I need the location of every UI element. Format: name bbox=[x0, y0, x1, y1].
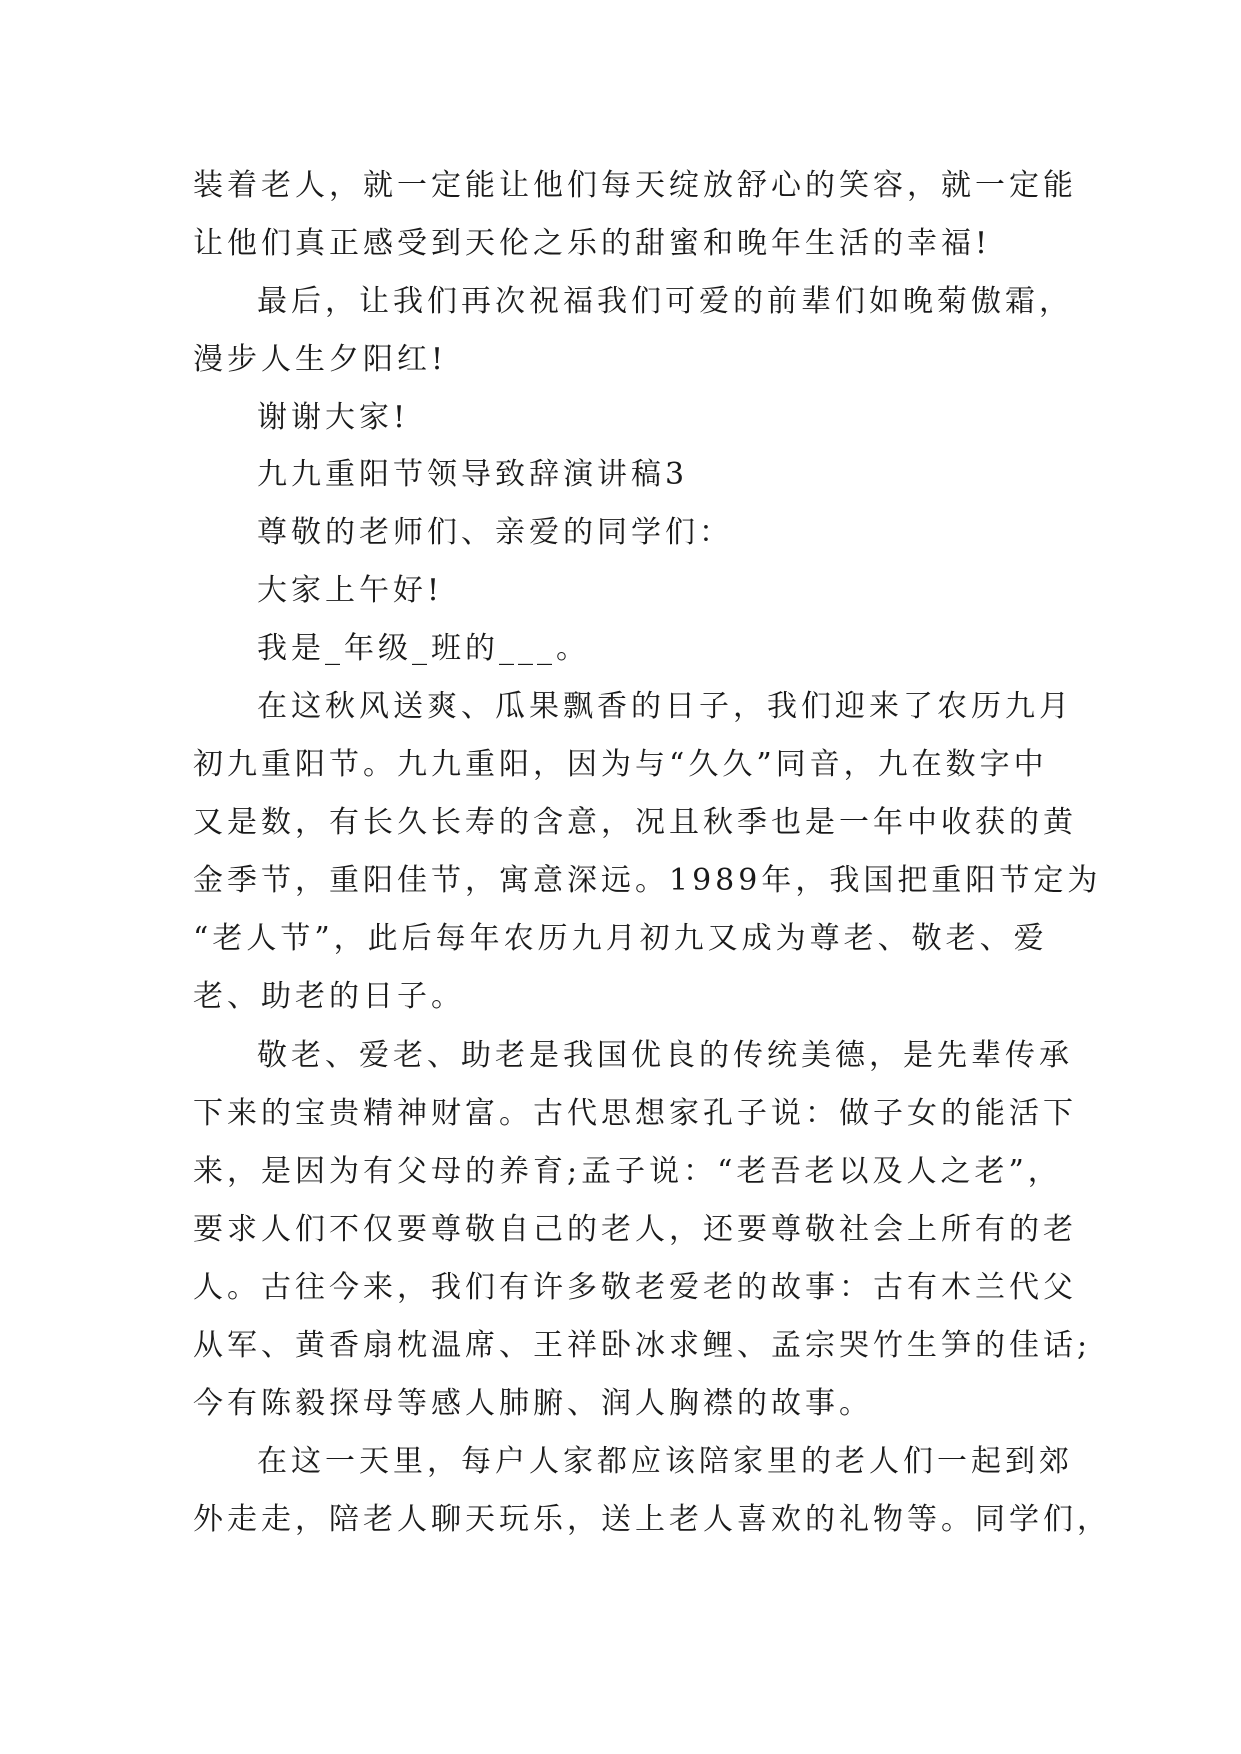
self-intro-line: 我是_年级_班的___。 bbox=[257, 631, 590, 666]
text-line: 漫步人生夕阳红! bbox=[193, 342, 448, 377]
text-line: 初九重阳节。九九重阳，因为与“久久”同音，九在数字中 bbox=[193, 747, 1048, 782]
paragraph-start-line: 在这秋风送爽、瓜果飘香的日子，我们迎来了农历九月 bbox=[257, 689, 1073, 724]
text-line: 来，是因为有父母的养育;孟子说：“老吾老以及人之老”， bbox=[193, 1154, 1062, 1189]
text-line: 下来的宝贵精神财富。古代思想家孔子说：做子女的能活下 bbox=[193, 1096, 1077, 1131]
paragraph-start-line: 最后，让我们再次祝福我们可爱的前辈们如晚菊傲霜， bbox=[257, 284, 1073, 319]
text-line: 今有陈毅探母等感人肺腑、润人胸襟的故事。 bbox=[193, 1386, 873, 1421]
paragraph-start-line: 在这一天里，每户人家都应该陪家里的老人们一起到郊 bbox=[257, 1444, 1073, 1479]
text-line: 让他们真正感受到天伦之乐的甜蜜和晚年生活的幸福! bbox=[193, 226, 992, 261]
greeting-line: 大家上午好! bbox=[257, 573, 444, 608]
text-line: 又是数，有长久长寿的含意，况且秋季也是一年中收获的黄 bbox=[193, 805, 1077, 840]
text-line: 外走走，陪老人聊天玩乐，送上老人喜欢的礼物等。同学们， bbox=[193, 1502, 1111, 1537]
text-line: 老、助老的日子。 bbox=[193, 979, 465, 1014]
text-line: 要求人们不仅要尊敬自己的老人，还要尊敬社会上所有的老 bbox=[193, 1212, 1077, 1247]
text-line: “老人节”，此后每年农历九月初九又成为尊老、敬老、爱 bbox=[193, 921, 1048, 956]
text-line: 装着老人，就一定能让他们每天绽放舒心的笑容，就一定能 bbox=[193, 168, 1077, 203]
text-line: 人。古往今来，我们有许多敬老爱老的故事：古有木兰代父 bbox=[193, 1270, 1077, 1305]
closing-line: 谢谢大家! bbox=[257, 400, 410, 435]
text-line: 从军、黄香扇枕温席、王祥卧冰求鲤、孟宗哭竹生笋的佳话; bbox=[193, 1328, 1092, 1363]
paragraph-start-line: 敬老、爱老、助老是我国优良的传统美德，是先辈传承 bbox=[257, 1038, 1073, 1073]
salutation-line: 尊敬的老师们、亲爱的同学们： bbox=[257, 515, 733, 550]
section-title: 九九重阳节领导致辞演讲稿3 bbox=[257, 457, 689, 492]
text-line: 金季节，重阳佳节，寓意深远。1989年，我国把重阳节定为 bbox=[193, 863, 1102, 898]
